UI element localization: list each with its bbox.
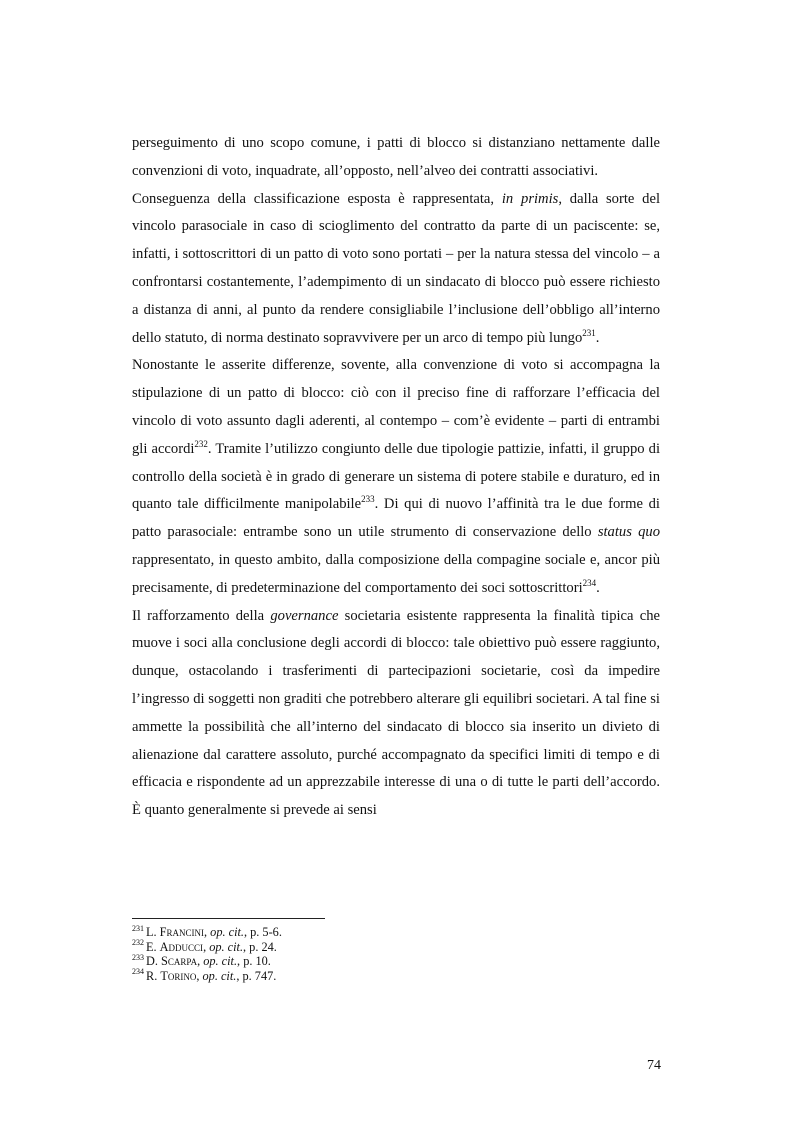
text-run: perseguimento di uno scopo comune, i patti di blocco si distanziano nettamente dalle convenzioni di voto, inquadrate, all’opposto, nell’alveo dei contratti associativi. — [132, 135, 660, 179]
footnote-number: 234 — [132, 967, 144, 977]
text-run: Nonostante le asserite differenze, sovente, alla convenzione di voto si accompagna la stipulazione di un patto di blocco: ciò con il preciso fine di rafforzare l’efficacia del vincolo di voto assunto dagli aderenti, al contempo – com’è evidente – parti di entrambi gli accordi — [132, 357, 660, 457]
author-initial: D. — [146, 954, 158, 968]
text-run: Conseguenza della classificazione esposta è rappresentata, — [132, 190, 502, 207]
citation-page: , p. 10. — [237, 954, 271, 968]
author-surname: Scarpa — [161, 954, 198, 968]
footnote: $^{233}$ D. Scarpa, op. cit., p. 10. — [132, 952, 271, 968]
text-run: . Tramite l’utilizzo congiunto delle due tipologie pattizie, infatti, il gruppo di controllo della società è in grado di generare un sistema di potere stabile e duraturo, ed in quanto tale difficilmente manipolabile — [132, 440, 660, 513]
footnotes — [132, 925, 660, 983]
text-run: . Di qui di nuovo l’affinità tra le due forme di patto parasociale: entrambe sono un utile strumento di conservazione dello — [132, 496, 660, 541]
italic-text: in primis — [501, 190, 559, 207]
footnote: $^{234}$ R. Torino, op. cit., p. 747. — [132, 967, 277, 983]
text-run: societaria esistente rappresenta la finalità tipica che muove i soci alla conclusione degli accordi di blocco: tale obiettivo può essere raggiunto, dunque, ostacolando i trasferimenti di partecipazioni societarie, così da impedire l’ingresso di soggetti non graditi che potrebbero alterare gli equilibri societari. A tal fine si ammette la possibilità che all’interno del sindacato di blocco sia inserito un divieto di alienazione dal carattere assoluto, purché accompagnato da specifici limiti di tempo e di efficacia e rispondente ad un apprezzabile interesse di una o di tutte le parti dell’accordo. È quanto generalmente si prevede ai sensi — [132, 607, 661, 819]
author-surname: Francini — [159, 925, 205, 939]
citation-ref: op. cit. — [202, 968, 237, 983]
italic-text: status quo — [597, 524, 660, 541]
paragraph — [132, 352, 660, 602]
citation-ref: op. cit. — [209, 939, 244, 954]
citation-ref: op. cit. — [210, 925, 244, 939]
text-run: . — [595, 329, 600, 346]
author-surname: Adducci — [159, 939, 204, 954]
citation-page: , p. 24. — [243, 939, 277, 954]
text-run: , dalla sorte del vincolo parasociale in caso di scioglimento del contratto da parte di un paciscente: se, infatti, i sottoscrittori di un patto di voto sono portati – per la natura stessa del vincolo – a confrontarsi costantemente, l’adempimento di un sindacato di blocco può essere richiesto a distanza di anni, al punto da rendere consigliabile l’inclusione dell’obbligo all’interno dello statuto, di norma destinato sopravvivere per un arco di tempo più lungo — [132, 190, 661, 346]
citation-ref: op. cit. — [203, 954, 238, 968]
citation-page: , p. 5-6. — [243, 925, 282, 939]
footnote-number: 232 — [132, 938, 144, 948]
paragraph — [132, 130, 660, 186]
body-text — [132, 130, 660, 825]
text-run: Il rafforzamento della — [132, 607, 271, 624]
author-surname: Torino — [160, 968, 197, 983]
text-run: . — [596, 579, 600, 596]
author-initial: R. — [146, 968, 158, 983]
footnote: $^{232}$ E. Adducci, op. cit., p. 24. — [132, 938, 277, 954]
footnote-number: 231 — [132, 923, 144, 933]
paragraph — [132, 603, 660, 825]
footnote-separator — [132, 918, 325, 919]
footnote-ref: 233 — [361, 494, 375, 505]
footnote-ref: 231 — [582, 327, 596, 338]
footnote: $^{231}$ L. Francini, op. cit., p. 5-6. — [132, 923, 282, 939]
footnote-ref: 232 — [194, 438, 208, 449]
citation-page: , p. 747. — [236, 968, 277, 983]
paragraph — [132, 186, 660, 353]
footnote-ref: 234 — [582, 577, 597, 588]
italic-text: governance — [270, 607, 339, 624]
author-initial: E. — [146, 939, 157, 954]
page-number: 74 — [647, 1058, 661, 1073]
text-run: rappresentato, in questo ambito, dalla composizione della compagine sociale e, ancor più precisamente, di predeterminazione del comportamento dei soci sottoscrittori — [132, 551, 660, 596]
footnote-number: 233 — [132, 952, 144, 962]
author-initial: L. — [146, 925, 157, 939]
